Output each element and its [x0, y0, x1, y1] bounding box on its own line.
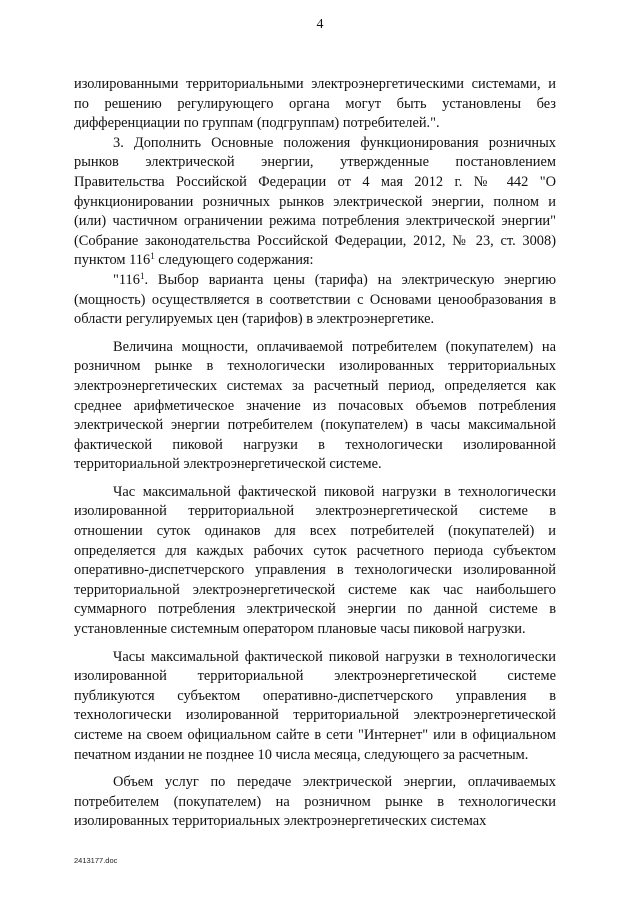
- footer-file-code: 2413177.doc: [74, 856, 118, 865]
- quote-116-1-text: . Выбор варианта цены (тарифа) на электрическую энергию (мощность) осуществляется в соответствии с Основами ценообразования в области регулируемых цен (тарифов) в электроэнергетике.: [74, 271, 556, 328]
- paragraph-quote-116-1: [74, 271, 556, 330]
- paragraph-item-3: [74, 134, 556, 271]
- page-number: 4: [316, 17, 324, 32]
- paragraph-item-3-text: 3. Дополнить Основные положения функционирования розничных рынков электрической энергии, утвержденные постановлением Правительства Российской Федерации от 4 мая 2012 г. № 442 "О функционировании розничных рынков электрической энергии, полном и (или) частичном ограничении режима потребления электрической энергии" (Собрание законодательства Российской Федерации, 2012, № 23, ст. 3008) пунктом 116: [74, 134, 556, 269]
- paragraph-hours-publication: Часы максимальной фактической пиковой нагрузки в технологически изолированной территориальной электроэнергетической системе публикуются субъектом оперативно-диспетчерского управления в технологически изолированной территориальной электроэнергетической системе на своем официальном сайте в сети "Интернет" или в официальном печатном издании не позднее 10 числа месяца, следующего за расчетным.: [74, 648, 556, 763]
- paragraph-transmission-volume: Объем услуг по передаче электрической энергии, оплачиваемых потребителем (покупателем) на розничном рынке в технологически изолированных территориальных электроэнергетических системах: [74, 774, 556, 830]
- document-body: [74, 75, 556, 832]
- superscript: 1: [150, 251, 155, 262]
- paragraph-item-3-tail: следующего содержания:: [154, 252, 314, 269]
- superscript: 1: [139, 270, 145, 281]
- paragraph-intro: изолированными территориальными электроэнергетическими системами, и по решению регулирующего органа могут быть установлены без дифференциации по группам (подгруппам) потребителей.".: [74, 76, 556, 132]
- paragraph-peak-hour: Час максимальной фактической пиковой нагрузки в технологически изолированной территориальной электроэнергетической системе в отношении суток одинаков для всех потребителей (покупателей) и определяется для каждых рабочих суток расчетного периода субъектом оперативно-диспетчерского управления в технологически изолированной территориальной электроэнергетической системе как час наибольшего суммарного потребления электрической энергии по данной системе в установленные системным оператором плановые часы пиковой нагрузки.: [74, 483, 556, 638]
- paragraph-capacity: Величина мощности, оплачиваемой потребителем (покупателем) на розничном рынке в технологически изолированных территориальных электроэнергетических системах за расчетный период, определяется как среднее арифметическое значение из почасовых объемов потребления электрической энергии потребителем (покупателем) в часы максимальной фактической пиковой нагрузки в технологически изолированной территориальной электроэнергетической системе.: [74, 338, 556, 473]
- quote-116-1-number: "116: [113, 271, 140, 288]
